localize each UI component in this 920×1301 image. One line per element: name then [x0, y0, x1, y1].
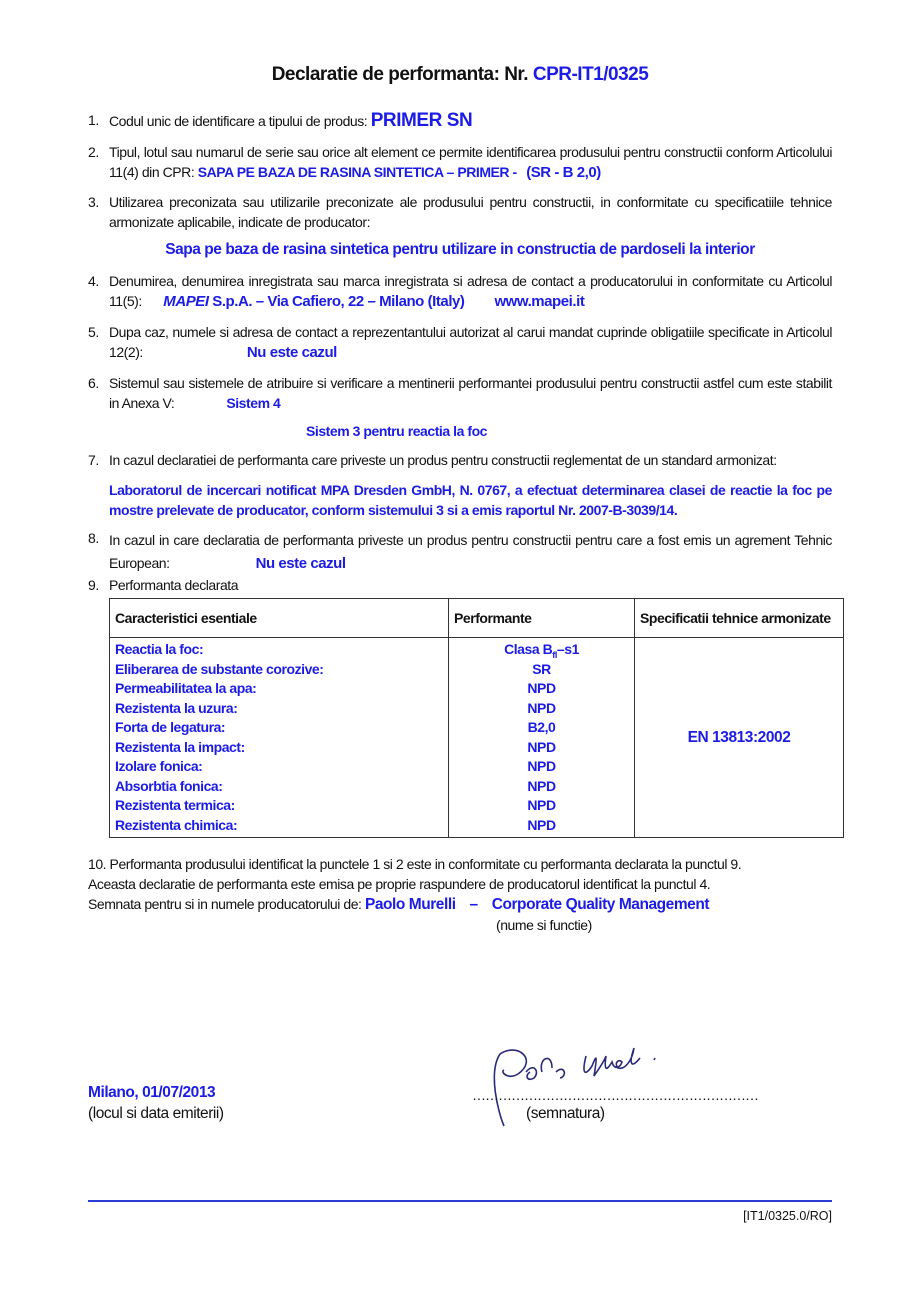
closing-line: 10. Performanta produsului identificat la punctele 1 si 2 este in conformitate cu performanta declarata la punctul 9.	[88, 856, 742, 872]
performance-value: NPD	[527, 777, 556, 794]
signature-line: …………………………………………………………	[472, 1087, 758, 1103]
performance-value: NPD	[527, 699, 556, 716]
item-5: 5. Dupa caz, numele si adresa de contact a reprezentantului autorizat al carui mandat cuprinde obligatiile specificate in Articolul 12(2): Nu este cazul	[88, 324, 832, 361]
col-header: Performante	[449, 599, 635, 638]
item-9: 9. Performanta declarata	[88, 577, 239, 593]
spec-cell: EN 13813:2002	[635, 638, 844, 838]
document-reference: [IT1/0325.0/RO]	[743, 1209, 832, 1223]
closing-line: Aceasta declaratie de performanta este emisa pe proprie raspundere de producatorul identificat la punctul 4.	[88, 876, 711, 892]
item-7: 7. In cazul declaratiei de performanta care priveste un produs pentru constructii reglementat de un standard armonizat:	[88, 452, 777, 468]
col-header: Specificatii tehnice armonizate	[635, 599, 844, 638]
performance-value: NPD	[527, 758, 556, 774]
performance-value: B2,0	[527, 719, 556, 735]
performance-table	[109, 598, 844, 838]
system-fire: Sistem 3 pentru reactia la foc	[306, 423, 488, 439]
closing-line: Semnata pentru si in numele producatorului de: Paolo Murelli – Corporate Quality Management	[88, 896, 710, 913]
lab-notice: Laboratorul de incercari notificat MPA Dresden GmbH, N. 0767, a efectuat determinarea clasei de reactie la foc pe mostre prelevate de producator, conform sistemului 3 si a emis raportul Nr. 2007-B-3039/14.	[109, 482, 832, 518]
performance-value: Clasa $B_{fl}-s1$	[504, 641, 579, 660]
performance-cell	[449, 638, 635, 838]
characteristics-cell	[110, 638, 449, 838]
characteristic: Permeabilitatea la apa:	[115, 680, 257, 696]
characteristic: Izolare fonica:	[115, 758, 203, 774]
performance-value: NPD	[527, 797, 556, 813]
item-1: 1. Codul unic de identificare a tipului de produs: PRIMER SN	[88, 110, 473, 131]
item-2: 2. Tipul, lotul sau numarul de serie sau orice alt element ce permite identificarea produsului pentru constructii conform Articolului 11(4) din CPR: SAPA PE BAZA DE RASINA SINTETICA – PRIMER - (SR - B 2,0)	[88, 144, 832, 181]
performance-value: NPD	[527, 816, 556, 833]
item-3: 3. Utilizarea preconizata sau utilizarile preconizate ale produsului pentru constructii, in conformitate cu specificatiile tehnice armonizate aplicabile, indicate de producator:	[88, 194, 832, 230]
item-8: 8. In cazul in care declaratia de performanta priveste un produs pentru constructii pentru care a fost emis un agrement Tehnic European: Nu este cazul	[88, 530, 832, 572]
characteristic: Reactia la foc:	[115, 641, 204, 657]
footer-divider	[88, 1200, 832, 1202]
intended-use: Sapa pe baza de rasina sintetica pentru utilizare in constructia de pardoseli la interior	[165, 241, 755, 258]
characteristic: Rezistenta la uzura:	[115, 699, 238, 716]
name-hint: (nume si functie)	[496, 917, 592, 933]
item-6: 6. Sistemul sau sistemele de atribuire si verificare a mentinerii performantei produsului pentru constructii astfel cum este stabilit in Anexa V: Sistem 4	[88, 375, 832, 411]
characteristic: Rezistenta termica:	[115, 797, 235, 813]
characteristic: Forta de legatura:	[115, 719, 226, 735]
place-date: Milano, 01/07/2013	[88, 1084, 216, 1101]
col-header: Caracteristici esentiale	[110, 599, 449, 638]
characteristic: Absorbtia fonica:	[115, 777, 223, 794]
characteristic: Rezistenta la impact:	[115, 738, 245, 755]
characteristic: Rezistenta chimica:	[115, 816, 238, 833]
closing	[88, 854, 741, 935]
performance-value: SR	[532, 660, 551, 677]
performance-value: NPD	[527, 680, 556, 696]
performance-value: NPD	[527, 738, 556, 755]
characteristic: Eliberarea de substante corozive:	[115, 660, 324, 677]
signature-hint: (semnatura)	[526, 1105, 605, 1122]
place-hint: (locul si data emiterii)	[88, 1105, 224, 1122]
item-4: 4. Denumirea, denumirea inregistrata sau marca inregistrata si adresa de contact a producatorului in conformitate cu Articolul 11(5): MAPEI S.p.A. – Via Cafiero, 22 – Milano (Italy) www.mapei.it	[88, 273, 832, 310]
page-title: Declaratie de performanta: Nr. CPR-IT1/0325	[271, 64, 649, 85]
